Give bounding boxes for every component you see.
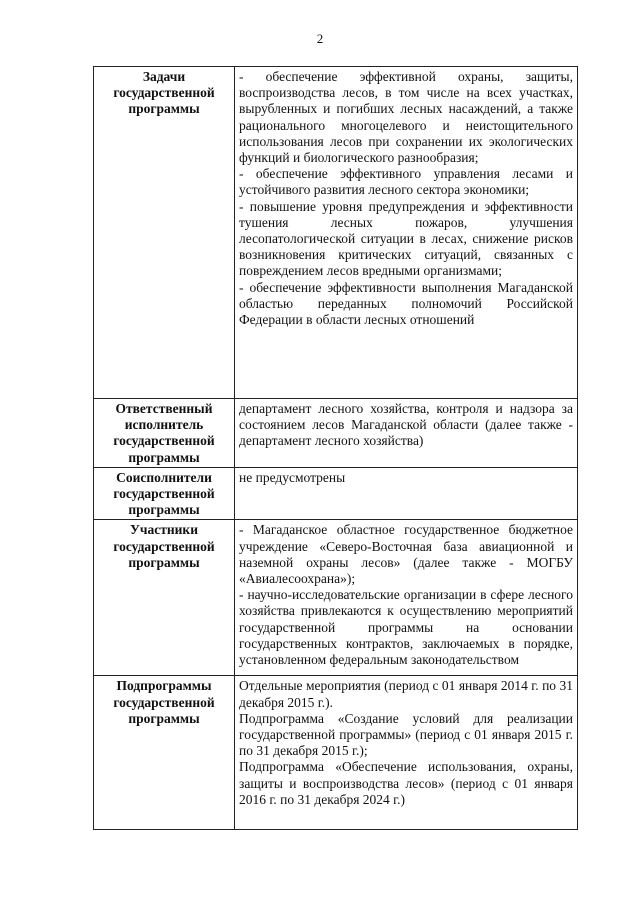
task-item: - обеспечение эффективности выполнения Магаданской областью переданных полномочий Российской Федерации в области лесных отношений xyxy=(239,279,573,328)
page-number: 2 xyxy=(316,31,324,46)
row-value-responsible xyxy=(235,399,578,468)
row-label-responsible: Ответственный исполнитель государственной программы xyxy=(94,399,235,468)
row-value-participants xyxy=(235,520,578,676)
subprogram-item: Отдельные мероприятия (период с 01 января 2014 г. по 31 декабря 2015 г.). xyxy=(239,678,573,710)
subprogram-item: Подпрограмма «Обеспечение использования, охраны, защиты и воспроизводства лесов» (период с 01 января 2016 г. по 31 декабря 2024 г.) xyxy=(239,759,573,807)
participant-item: - научно-исследовательские организации в сфере лесного хозяйства привлекаются к осуществлению мероприятий государственной программы на основании государственных контрактов, заключаемых в порядке, установленном федеральным законодательством xyxy=(239,587,573,668)
program-passport-table xyxy=(93,66,578,830)
task-item: - обеспечение эффективной охраны, защиты, воспроизводства лесов, в том числе на всех участках, вырубленных и погибших лесных насаждений, а также рационального многоцелевого и неистощительного использования лесов при сохранении их экологических функций и биологического разнообразия; xyxy=(239,69,573,166)
row-label-participants: Участники государственной программы xyxy=(94,520,235,676)
table-row-co-executors xyxy=(94,467,578,520)
task-item: - повышение уровня предупреждения и эффективности тушения лесных пожаров, улучшения лесопатологической ситуации в лесах, снижение рисков возникновения критических ситуаций, связанных с повреждением лесов вредными организмами; xyxy=(239,198,573,279)
subprogram-item: Подпрограмма «Создание условий для реализации государственной программы» (период с 01 января 2015 г. по 31 декабря 2015 г.); xyxy=(239,710,573,759)
row-value-tasks xyxy=(235,67,578,399)
responsible-text: департамент лесного хозяйства, контроля и надзора за состоянием лесов Магаданской области (далее также - департамент лесного хозяйства) xyxy=(239,401,573,449)
row-value-co-executors xyxy=(235,467,578,520)
table-row-tasks xyxy=(94,67,578,399)
participant-item: - Магаданское областное государственное бюджетное учреждение «Северо-Восточная база авиационной и наземной охраны лесов» (далее также - МОГБУ «Авиалесоохрана»); xyxy=(239,522,573,587)
table-row-participants xyxy=(94,520,578,676)
row-label-co-executors: Соисполнители государственной программы xyxy=(94,467,235,520)
co-executors-text: не предусмотрены xyxy=(239,469,346,485)
row-label-tasks: Задачи государственной программы xyxy=(94,67,235,399)
row-label-subprograms: Подпрограммы государственной программы xyxy=(94,676,235,830)
table-row-responsible xyxy=(94,399,578,468)
table-row-subprograms xyxy=(94,676,578,830)
row-value-subprograms xyxy=(235,676,578,830)
task-item: - обеспечение эффективного управления лесами и устойчивого развития лесного сектора экономики; xyxy=(239,166,573,198)
